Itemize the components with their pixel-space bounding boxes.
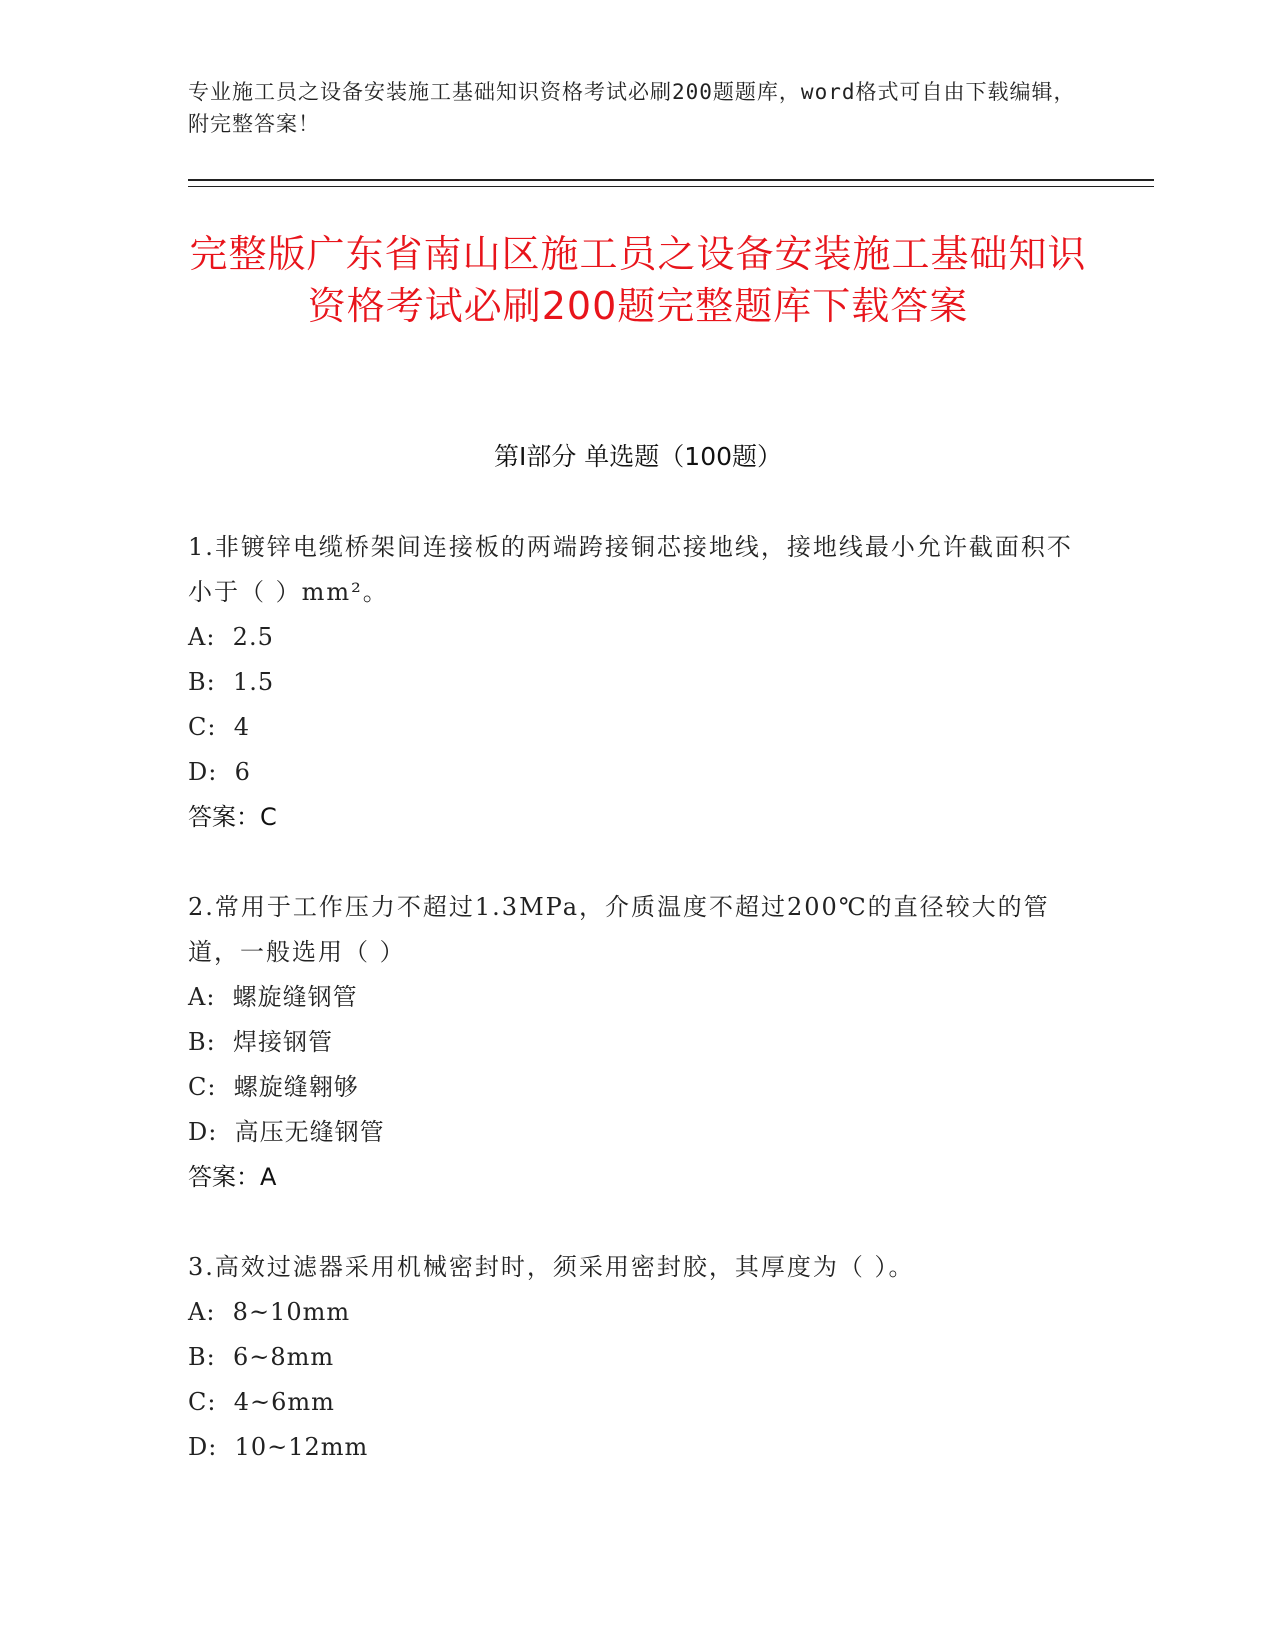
- answer-text: 答案：A: [188, 1163, 277, 1191]
- question-stem: 2.常用于工作压力不超过1.3MPa，介质温度不超过200℃的直径较大的管道，一般选用（ ）: [188, 893, 1050, 966]
- answer-text: 答案：C: [188, 803, 277, 831]
- question-item: [188, 1245, 1088, 1470]
- question-stem: 1.非镀锌电缆桥架间连接板的两端跨接铜芯接地线，接地线最小允许截面积不小于（ ）mm²。: [188, 533, 1073, 606]
- header-divider-thin: [188, 186, 1154, 187]
- option-d: D: 10~12mm: [188, 1433, 369, 1461]
- option-d: D: 高压无缝钢管: [188, 1118, 385, 1146]
- option-b: B: 焊接钢管: [188, 1028, 333, 1056]
- option-a: A: 8~10mm: [188, 1298, 351, 1326]
- question-item: [188, 885, 1088, 1200]
- option-b: B: 6~8mm: [188, 1343, 335, 1371]
- header-note: 专业施工员之设备安装施工基础知识资格考试必刷200题题库，word格式可自由下载编辑，附完整答案！: [188, 80, 1076, 136]
- option-c: C: 螺旋缝翱够: [188, 1073, 359, 1101]
- option-d: D: 6: [188, 758, 251, 786]
- header-divider: [188, 179, 1154, 181]
- option-b: B: 1.5: [188, 668, 275, 696]
- option-c: C: 4~6mm: [188, 1388, 335, 1416]
- option-a: A: 螺旋缝钢管: [188, 983, 358, 1011]
- option-a: A: 2.5: [188, 623, 274, 651]
- document-title: 完整版广东省南山区施工员之设备安装施工基础知识资格考试必刷200题完整题库下载答案: [189, 232, 1087, 328]
- question-stem: 3.高效过滤器采用机械密封时，须采用密封胶，其厚度为（ ）。: [188, 1253, 915, 1281]
- option-c: C: 4: [188, 713, 250, 741]
- question-item: [188, 525, 1088, 840]
- section-title: 第Ⅰ部分 单选题（100题）: [493, 442, 783, 471]
